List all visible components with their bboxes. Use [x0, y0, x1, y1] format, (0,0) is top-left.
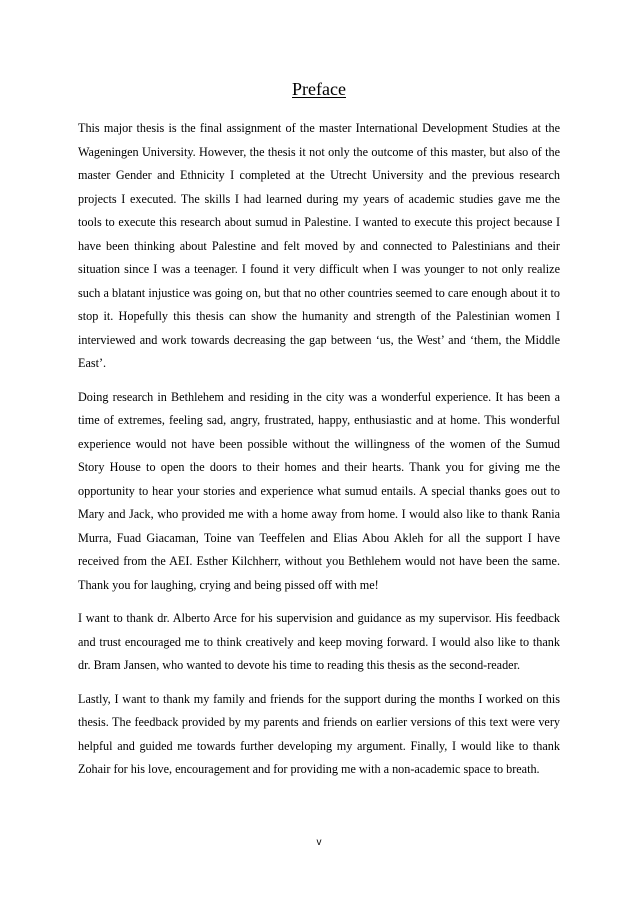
preface-body — [78, 117, 560, 792]
page-number: v — [316, 837, 322, 848]
paragraph-3: I want to thank dr. Alberto Arce for his supervision and guidance as my supervisor. His feedback and trust encouraged me to think creatively and keep moving forward. I would also like to thank dr. Bram Jansen, who wanted to devote his time to reading this thesis as the second-reader. — [78, 611, 560, 672]
paragraph-1: This major thesis is the final assignment of the master International Development Studies at the Wageningen University. However, the thesis it not only the outcome of this master, but also of the master Gender and Ethnicity I completed at the Utrecht University and the previous research projects I executed. The skills I had learned during my years of academic studies gave me the tools to execute this research about sumud in Palestine. I wanted to execute this project because I have been thinking about Palestine and felt moved by and connected to Palestinians and their situation since I was a teenager. I found it very difficult when I was younger to not only realize such a blatant injustice was going on, but that no other countries seemed to care enough about it to stop it. Hopefully this thesis can show the humanity and strength of the Palestinian women I interviewed and work towards decreasing the gap between ‘us, the West’ and ‘them, the Middle East’. — [78, 121, 560, 370]
paragraph-2: Doing research in Bethlehem and residing in the city was a wonderful experience. It has been a time of extremes, feeling sad, angry, frustrated, happy, enthusiastic and at home. This wonderful experience would not have been possible without the willingness of the women of the Sumud Story House to open the doors to their homes and their hearts. Thank you for giving me the opportunity to hear your stories and experience what sumud entails. A special thanks goes out to Mary and Jack, who provided me with a home away from home. I would also like to thank Rania Murra, Fuad Giacaman, Toine van Teeffelen and Elias Abou Akleh for all the support I have received from the AEI. Esther Kilchherr, without you Bethlehem would not have been the same. Thank you for laughing, crying and being pissed off with me! — [78, 389, 560, 592]
page-title: Preface — [292, 79, 346, 99]
paragraph-4: Lastly, I want to thank my family and friends for the support during the months I worked on this thesis. The feedback provided by my parents and friends on earlier versions of this text were very helpful and guided me towards further developing my argument. Finally, I would like to thank Zohair for his love, encouragement and for providing me with a non-academic space to breath. — [78, 691, 560, 776]
